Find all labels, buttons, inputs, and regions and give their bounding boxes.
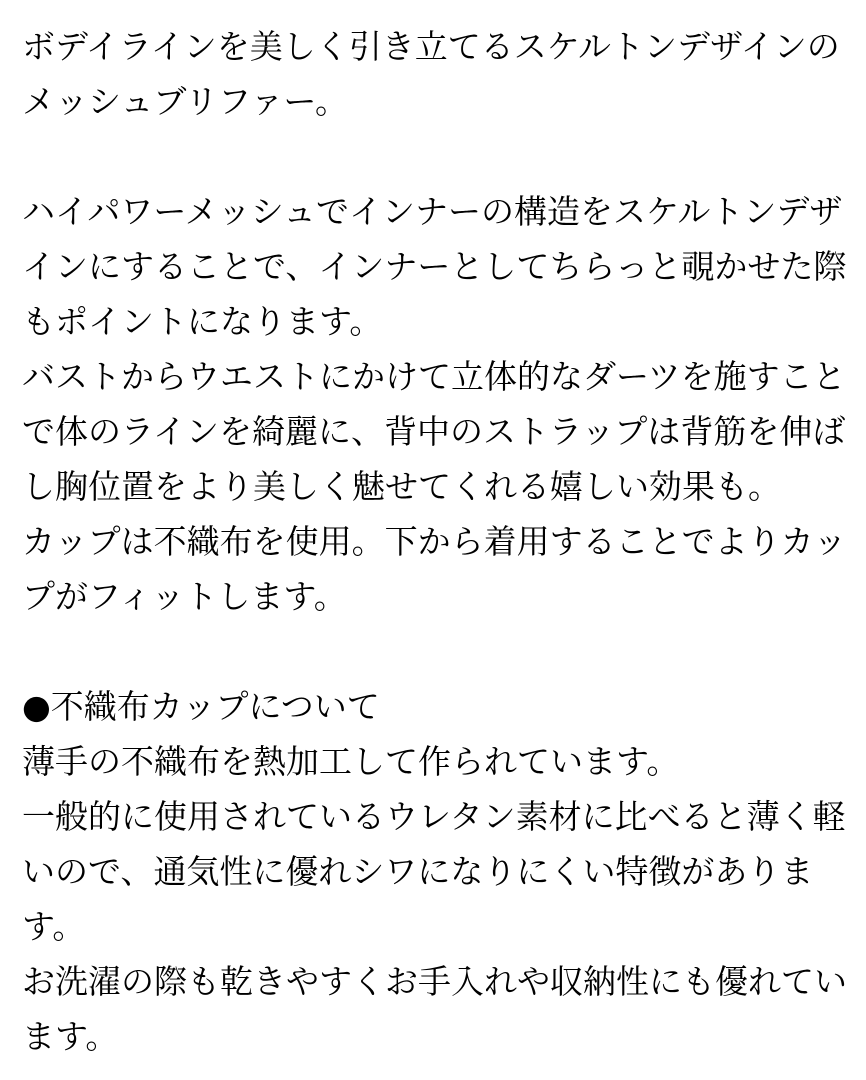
paragraph-nonwoven-cup-features: 一般的に使用されているウレタン素材に比べると薄く軽いので、通気性に優れシワになりにくい特徴があります。 — [22, 797, 846, 946]
paragraph-mesh-skeleton-design: ハイパワーメッシュでインナーの構造をスケルトンデザインにすることで、インナーとしてちらっと覗かせた際もポイントになります。 — [22, 192, 847, 341]
paragraph-darts-and-straps: バストからウエストにかけて立体的なダーツを施すことで体のラインを綺麗に、背中のストラップは背筋を伸ばし胸位置をより美しく魅せてくれる嬉しい効果も。 — [22, 357, 846, 506]
paragraph-intro: ボデイラインを美しく引き立てるスケルトンデザインのメッシュブリファー。 — [22, 27, 840, 121]
nonwoven-cup-section-heading: ●不織布カップについて — [22, 687, 380, 726]
paragraph-cup-fit: カップは不織布を使用。下から着用することでよりカップがフィットします。 — [22, 522, 847, 616]
paragraph-nonwoven-cup-care: お洗濯の際も乾きやすくお手入れや収納性にも優れています。 — [22, 962, 847, 1056]
paragraph-nonwoven-cup-making: 薄手の不織布を熱加工して作られています。 — [22, 742, 680, 781]
